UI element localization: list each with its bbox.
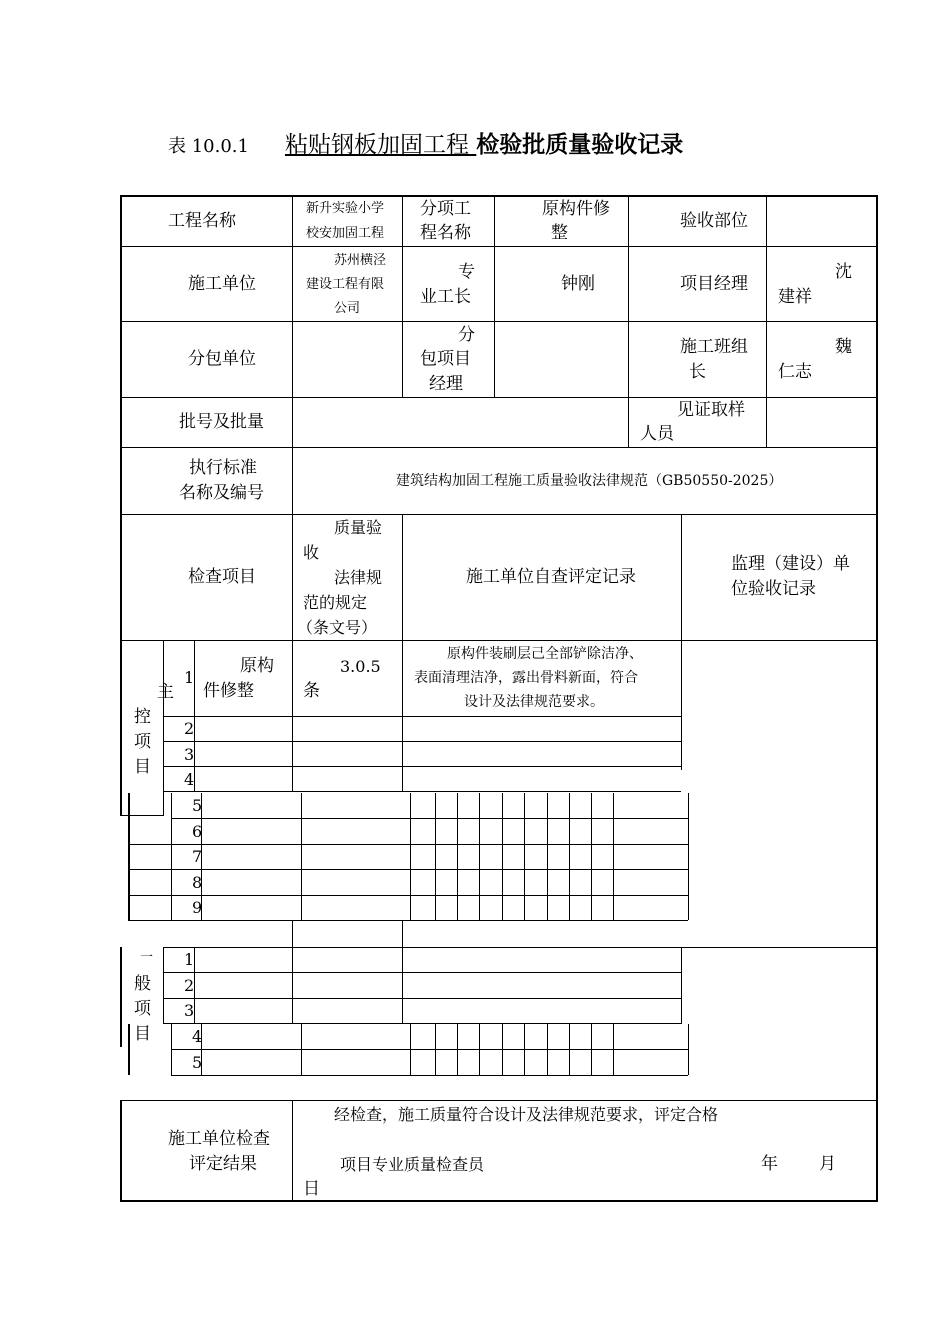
label-result-1: 施工单位检查: [168, 1129, 270, 1149]
label-general-4: 目: [134, 1024, 151, 1044]
label-subcontractor: 分包单位: [188, 349, 256, 369]
label-spec-2: 收: [303, 543, 320, 562]
item1-record-3: 设计及法律规范要求。: [464, 694, 604, 710]
value-constructor-2: 建设工程有限: [306, 277, 385, 292]
general-row-number: 1: [184, 950, 195, 969]
label-self-check: 施工单位自查评定记录: [466, 567, 636, 587]
main-row-number: 5: [192, 796, 203, 815]
item1-clause-1: 3.0.5: [340, 657, 381, 676]
value-pm-2: 建祥: [778, 287, 812, 307]
label-sub-pm-3: 经理: [429, 374, 463, 394]
main-row-number: 8: [192, 873, 203, 892]
label-supervision-2: 位验收记录: [731, 579, 816, 599]
label-spec-1: 质量验: [334, 518, 383, 537]
label-main-3: 项: [134, 732, 151, 752]
title-underlined: 粘贴钢板加固工程: [284, 132, 477, 158]
value-pm-1: 沈: [835, 262, 852, 282]
label-pm: 项目经理: [680, 274, 748, 294]
label-team-leader-2: 长: [689, 362, 706, 382]
label-main-4: 目: [134, 757, 151, 777]
label-subitem-1: 分项工: [420, 199, 471, 219]
label-sub-pm-1: 分: [458, 325, 475, 345]
general-row-number: 4: [192, 1027, 203, 1046]
item1-record-2: 表面清理洁净，露出骨料新面，符合: [414, 670, 638, 686]
item1-name-2: 件修整: [203, 681, 254, 701]
general-row-number: 2: [184, 976, 195, 995]
label-main-1: 主: [157, 682, 174, 702]
label-general-2: 般: [134, 974, 151, 994]
main-row-number: 6: [192, 822, 203, 841]
label-sub-pm-2: 包项目: [420, 349, 471, 369]
value-project-name-1: 新升实验小学: [306, 201, 385, 216]
label-main-2: 控: [134, 707, 151, 727]
label-general-1: 一: [140, 950, 154, 965]
general-row-number: 3: [184, 1001, 195, 1020]
inspector-label: 项目专业质量检查员: [340, 1155, 485, 1174]
main-row-number: 1: [184, 668, 195, 687]
value-team-2: 仁志: [778, 362, 812, 382]
label-project-name: 工程名称: [168, 211, 236, 231]
main-row-number: 3: [184, 745, 195, 764]
item1-name-1: 原构: [240, 656, 274, 676]
label-supervision-1: 监理（建设）单: [731, 554, 850, 574]
label-specialty-1: 专: [458, 262, 475, 282]
label-subitem-2: 程名称: [420, 223, 471, 243]
label-general-3: 项: [134, 999, 151, 1019]
title-prefix: 表 10.0.1: [168, 136, 249, 157]
item1-clause-2: 条: [303, 681, 320, 701]
value-subitem-2: 整: [551, 223, 568, 243]
label-witness-1: 见证取样: [677, 400, 745, 420]
date-year: 年: [761, 1154, 778, 1174]
page-title: [168, 130, 683, 162]
main-row-number: 2: [184, 719, 195, 738]
label-standard-2: 名称及编号: [179, 483, 264, 503]
title-bold: 检验批质量验收记录: [476, 131, 684, 158]
label-standard-1: 执行标准: [189, 458, 257, 478]
label-check-item: 检查项目: [188, 567, 256, 587]
label-witness-2: 人员: [640, 424, 674, 444]
main-row-number: 4: [184, 770, 195, 789]
label-batch: 批号及批量: [179, 412, 264, 432]
label-accept-part: 验收部位: [680, 211, 748, 231]
general-row-number: 5: [192, 1053, 203, 1072]
value-foreman: 钟刚: [561, 274, 595, 294]
label-constructor: 施工单位: [188, 274, 256, 294]
value-standard: 建筑结构加固工程施工质量验收法律规范（GB50550-2025）: [396, 473, 783, 489]
item1-record-1: 原构件装刷层己全部铲除洁净、: [447, 646, 643, 662]
value-project-name-2: 校安加固工程: [306, 226, 385, 241]
value-constructor-1: 苏州横泾: [334, 253, 387, 268]
value-subitem-1: 原构件修: [542, 199, 610, 219]
label-spec-3: 法律规: [334, 568, 383, 587]
label-team-leader-1: 施工班组: [680, 337, 748, 357]
label-result-2: 评定结果: [189, 1154, 257, 1174]
date-day: 日: [303, 1179, 320, 1199]
label-specialty-2: 业工长: [420, 287, 471, 307]
label-spec-4: 范的规定: [303, 593, 368, 612]
value-constructor-3: 公司: [334, 301, 361, 316]
value-team-1: 魏: [835, 337, 852, 357]
label-spec-5: （条文号）: [297, 618, 378, 637]
date-month: 月: [819, 1154, 836, 1174]
main-row-number: 7: [192, 847, 203, 866]
result-text: 经检查，施工质量符合设计及法律规范要求，评定合格: [334, 1105, 719, 1124]
main-row-number: 9: [192, 898, 203, 917]
